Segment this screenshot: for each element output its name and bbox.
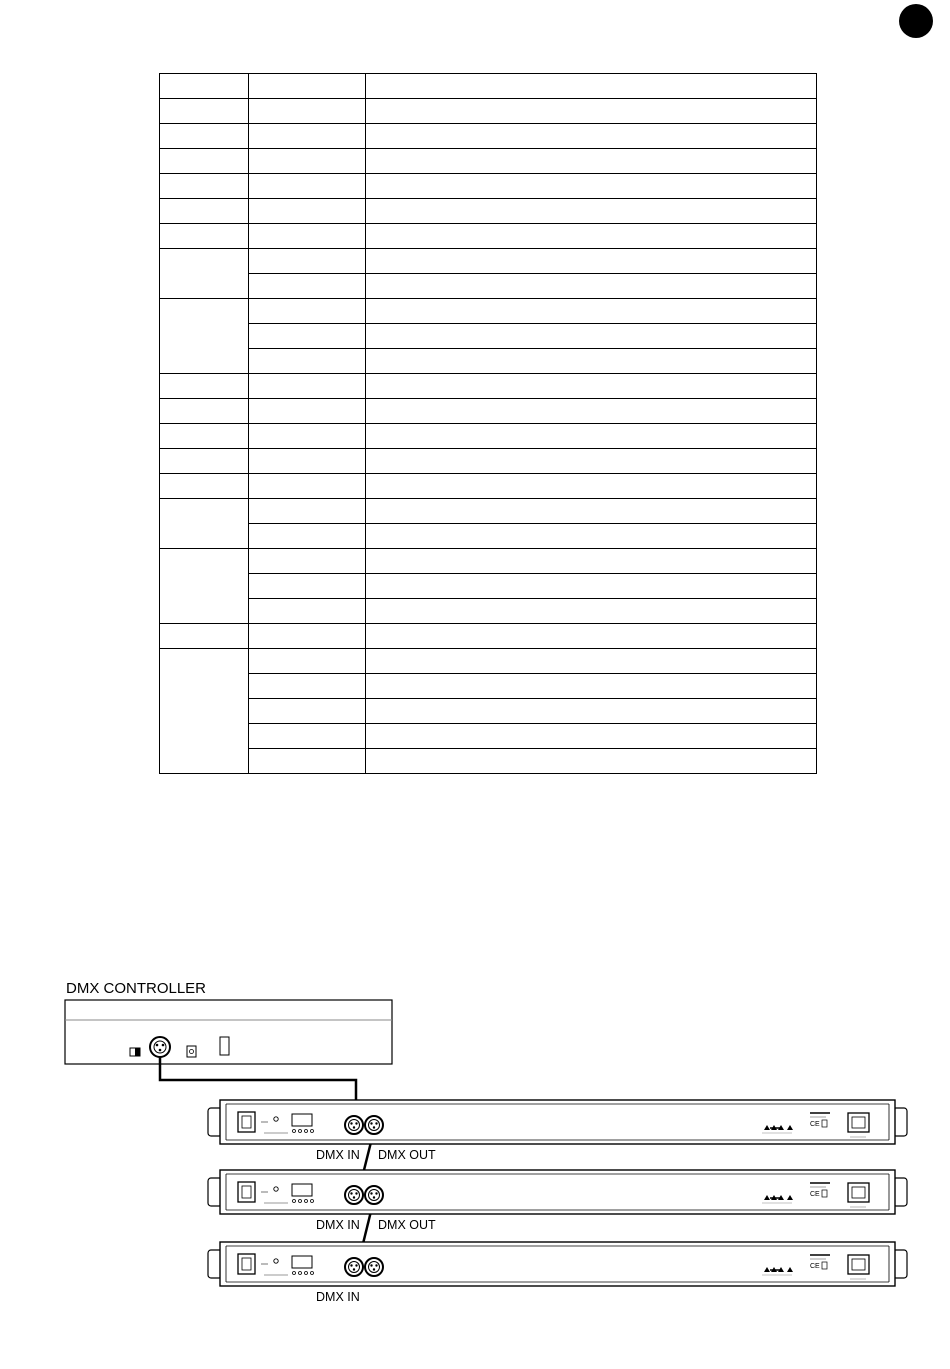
- table-cell-group: [160, 499, 249, 549]
- table-cell: [366, 149, 817, 174]
- table-row: [160, 74, 817, 99]
- table-cell-group: [160, 399, 249, 424]
- table-cell: [366, 624, 817, 649]
- channel-table-body: [160, 74, 817, 774]
- power-inlet-icon: [238, 1254, 255, 1274]
- table-row: [160, 149, 817, 174]
- table-row: [160, 399, 817, 424]
- table-row: [160, 699, 817, 724]
- table-row: [160, 724, 817, 749]
- controller-power-switch-icon: [220, 1037, 229, 1055]
- table-cell: [366, 499, 817, 524]
- table-cell: [366, 449, 817, 474]
- table-cell: [249, 699, 366, 724]
- dmx-out-label: DMX OUT: [378, 1218, 436, 1232]
- table-row: [160, 124, 817, 149]
- dmx-out-connector-icon: [365, 1258, 383, 1276]
- table-cell: [366, 674, 817, 699]
- table-cell-group: [160, 649, 249, 774]
- table-cell: [366, 124, 817, 149]
- table-cell: [366, 474, 817, 499]
- table-row: [160, 424, 817, 449]
- dmx-out-label: DMX OUT: [378, 1148, 436, 1162]
- controller-dmx-out-connector-icon: [150, 1037, 170, 1057]
- table-cell: [366, 399, 817, 424]
- power-outlet-icon: [848, 1113, 869, 1132]
- table-cell: [366, 299, 817, 324]
- table-cell: [249, 249, 366, 274]
- table-row: [160, 749, 817, 774]
- fixture-unit-3: [208, 1242, 907, 1304]
- table-cell: [249, 349, 366, 374]
- table-cell: [366, 249, 817, 274]
- table-cell: [366, 274, 817, 299]
- table-cell: [249, 324, 366, 349]
- table-cell-group: [160, 424, 249, 449]
- table-cell-group: [160, 299, 249, 374]
- table-cell: [366, 349, 817, 374]
- table-row: [160, 624, 817, 649]
- table-cell: [366, 424, 817, 449]
- table-cell-group: [160, 549, 249, 624]
- table-cell: [249, 149, 366, 174]
- table-cell: [249, 624, 366, 649]
- table-row: [160, 599, 817, 624]
- table-cell-group: [160, 74, 249, 99]
- table-cell: [249, 474, 366, 499]
- table-row: [160, 524, 817, 549]
- dmx-controller: [65, 1000, 392, 1064]
- table-row: [160, 674, 817, 699]
- table-cell: [249, 499, 366, 524]
- dmx-out-connector-icon: [365, 1186, 383, 1204]
- fixture-unit-1: [208, 1100, 907, 1162]
- table-cell-group: [160, 99, 249, 124]
- channel-table: [159, 73, 817, 774]
- table-row: [160, 474, 817, 499]
- dmx-connection-diagram: [0, 970, 950, 1330]
- table-cell: [366, 224, 817, 249]
- table-row: [160, 549, 817, 574]
- table-cell: [249, 424, 366, 449]
- table-cell: [366, 374, 817, 399]
- table-row: [160, 224, 817, 249]
- table-cell: [249, 524, 366, 549]
- dmx-in-label: DMX IN: [316, 1218, 360, 1232]
- power-inlet-icon: [238, 1182, 255, 1202]
- table-cell: [366, 699, 817, 724]
- table-cell: [249, 599, 366, 624]
- table-cell: [366, 99, 817, 124]
- display-icon: [292, 1114, 312, 1126]
- table-cell: [366, 199, 817, 224]
- table-cell-group: [160, 249, 249, 299]
- table-cell-group: [160, 224, 249, 249]
- table-cell: [249, 99, 366, 124]
- dmx-out-connector-icon: [365, 1116, 383, 1134]
- table-row: [160, 374, 817, 399]
- ce-mark-icon: CE: [810, 1263, 820, 1270]
- table-cell: [366, 599, 817, 624]
- dmx-in-label: DMX IN: [316, 1148, 360, 1162]
- table-row: [160, 274, 817, 299]
- table-cell: [366, 524, 817, 549]
- ce-mark-icon: CE: [810, 1121, 820, 1128]
- table-row: [160, 199, 817, 224]
- table-row: [160, 299, 817, 324]
- table-cell: [249, 674, 366, 699]
- table-row: [160, 449, 817, 474]
- power-outlet-icon: [848, 1255, 869, 1274]
- table-row: [160, 249, 817, 274]
- table-cell: [366, 749, 817, 774]
- table-cell-group: [160, 624, 249, 649]
- dmx-in-label: DMX IN: [316, 1290, 360, 1304]
- table-cell: [249, 274, 366, 299]
- table-cell: [249, 199, 366, 224]
- display-icon: [292, 1256, 312, 1268]
- ce-mark-icon: CE: [810, 1191, 820, 1198]
- table-cell: [249, 724, 366, 749]
- table-cell-group: [160, 124, 249, 149]
- table-row: [160, 574, 817, 599]
- table-cell: [249, 399, 366, 424]
- fixture-unit-2: [208, 1170, 907, 1232]
- table-cell: [366, 574, 817, 599]
- table-cell: [249, 174, 366, 199]
- table-row: [160, 499, 817, 524]
- table-row: [160, 174, 817, 199]
- display-icon: [292, 1184, 312, 1196]
- dmx-in-connector-icon: [345, 1258, 363, 1276]
- table-cell: [249, 449, 366, 474]
- table-cell: [249, 549, 366, 574]
- table-cell: [249, 749, 366, 774]
- table-cell-group: [160, 474, 249, 499]
- table-cell-group: [160, 149, 249, 174]
- dmx-in-connector-icon: [345, 1186, 363, 1204]
- dmx-in-connector-icon: [345, 1116, 363, 1134]
- table-cell: [249, 74, 366, 99]
- table-cell: [249, 649, 366, 674]
- controller-title: DMX CONTROLLER: [66, 980, 207, 997]
- table-cell: [249, 574, 366, 599]
- table-cell: [249, 224, 366, 249]
- table-cell: [366, 324, 817, 349]
- table-cell: [366, 724, 817, 749]
- table-cell: [366, 549, 817, 574]
- power-inlet-icon: [238, 1112, 255, 1132]
- table-cell: [366, 174, 817, 199]
- table-cell-group: [160, 199, 249, 224]
- table-row: [160, 349, 817, 374]
- table-cell-group: [160, 374, 249, 399]
- controller-power-jack-icon: [187, 1046, 196, 1057]
- table-cell: [249, 374, 366, 399]
- table-row: [160, 324, 817, 349]
- table-cell: [249, 124, 366, 149]
- table-cell: [366, 74, 817, 99]
- table-cell: [366, 649, 817, 674]
- table-cell-group: [160, 449, 249, 474]
- table-row: [160, 99, 817, 124]
- table-cell-group: [160, 174, 249, 199]
- table-row: [160, 649, 817, 674]
- table-cell: [249, 299, 366, 324]
- page-marker-dot: [899, 4, 933, 38]
- power-outlet-icon: [848, 1183, 869, 1202]
